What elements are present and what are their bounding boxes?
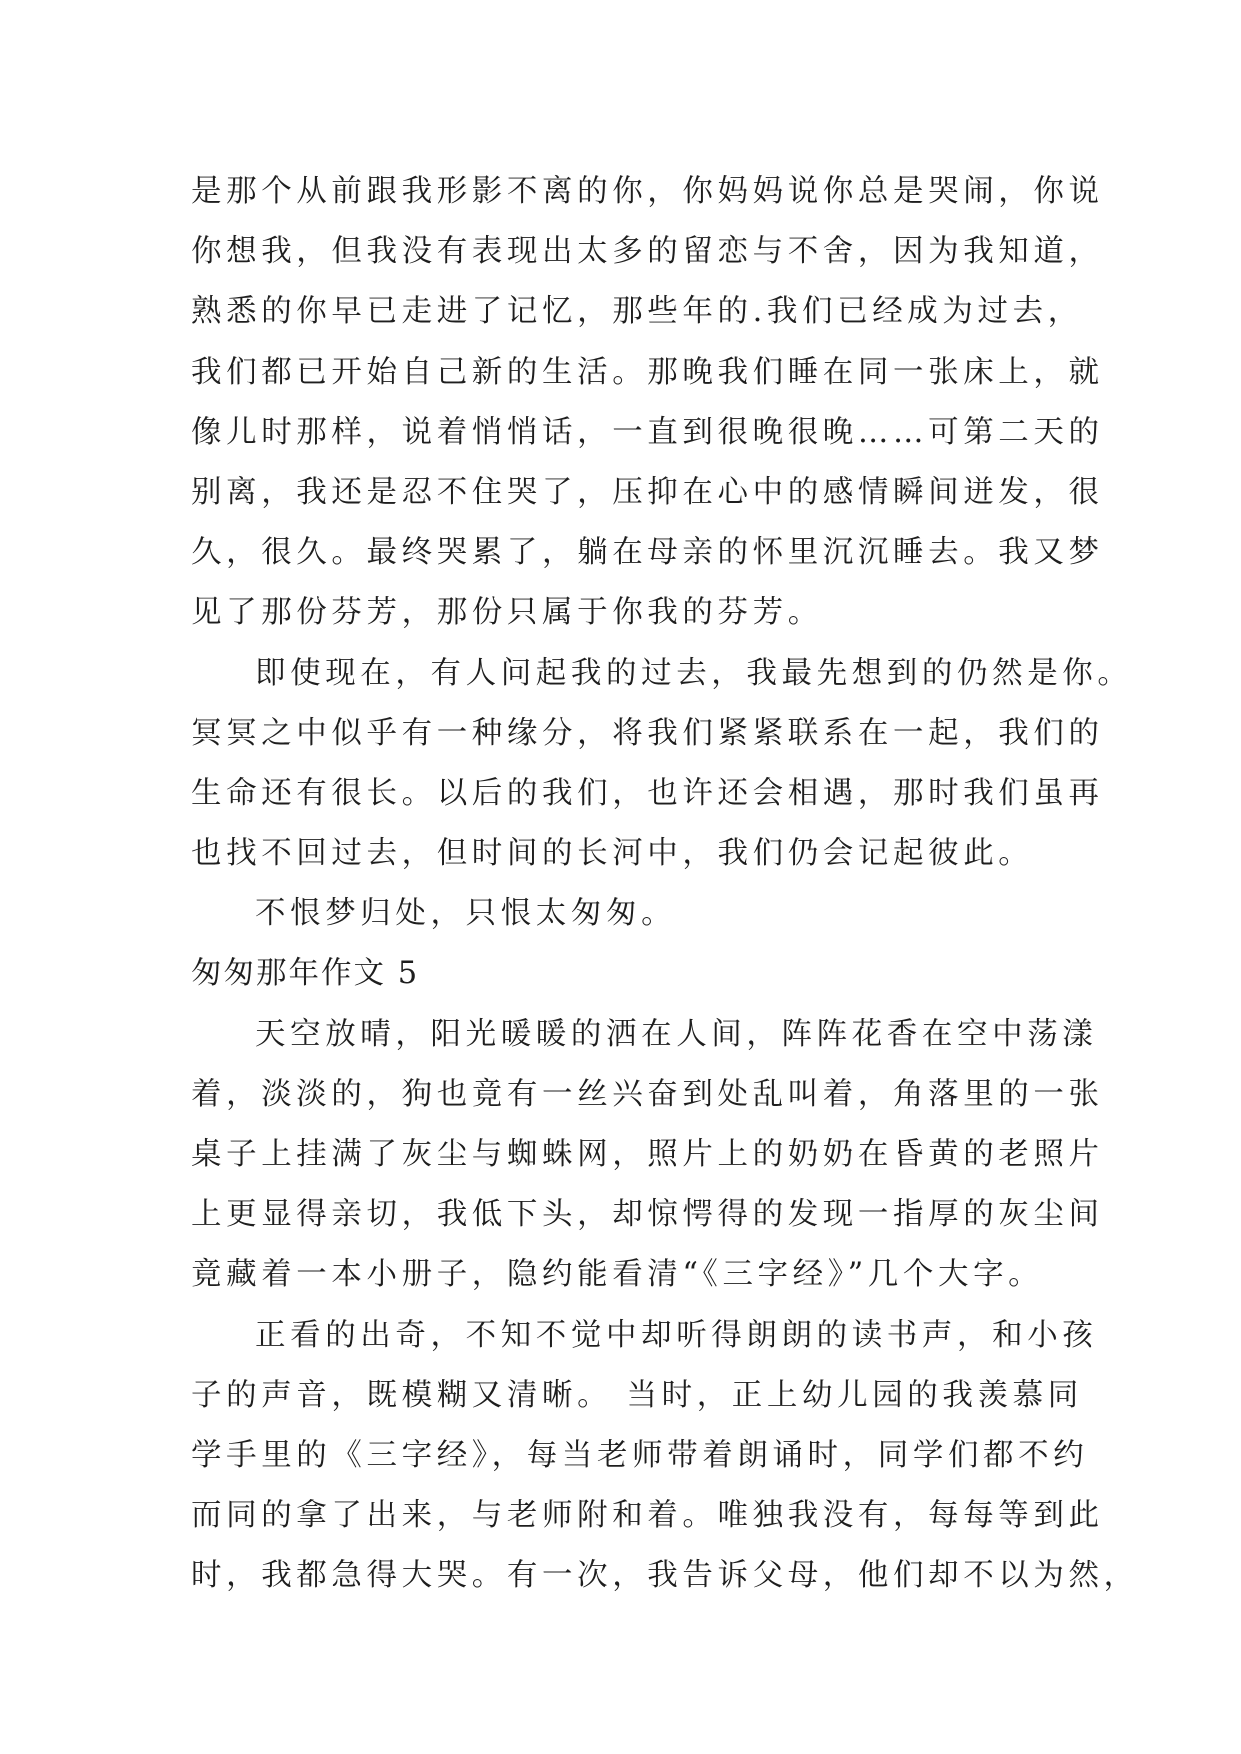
text-line: 子的声音，既模糊又清晰。 当时，正上幼儿园的我羡慕同 — [191, 1377, 1083, 1413]
text-line: 久，很久。最终哭累了，躺在母亲的怀里沉沉睡去。我又梦 — [191, 535, 1104, 571]
paragraph-start-line: 不恨梦归处，只恨太匆匆。 — [255, 896, 677, 932]
text-line: 像儿时那样，说着悄悄话，一直到很晚很晚……可第二天的 — [191, 414, 1104, 450]
paragraph-start-line: 即使现在，有人问起我的过去，我最先想到的仍然是你。 — [255, 655, 1133, 691]
essay-text — [191, 162, 1139, 1607]
paragraph-start-line: 天空放晴，阳光暖暖的洒在人间，阵阵花香在空中荡漾 — [255, 1016, 1098, 1052]
text-line: 桌子上挂满了灰尘与蜘蛛网，照片上的奶奶在昏黄的老照片 — [191, 1137, 1104, 1172]
text-line: 着，淡淡的，狗也竟有一丝兴奋到处乱叫着，角落里的一张 — [191, 1076, 1104, 1112]
text-line: 学手里的《三字经》，每当老师带着朗诵时，同学们都不约 — [191, 1437, 1089, 1473]
text-line: 竟藏着一本小册子，隐约能看清“《三字经》”几个大字。 — [191, 1257, 1044, 1293]
paragraph-start-line: 正看的出奇，不知不觉中却听得朗朗的读书声，和小孩 — [255, 1317, 1098, 1353]
text-line: 别离，我还是忍不住哭了，压抑在心中的感情瞬间迸发，很 — [191, 474, 1104, 510]
text-line: 生命还有很长。以后的我们，也许还会相遇，那时我们虽再 — [191, 775, 1104, 811]
text-line: 你想我，但我没有表现出太多的留恋与不舍，因为我知道， — [191, 234, 1104, 270]
section-heading: 匆匆那年作文 5 — [191, 956, 420, 992]
text-line: 上更显得亲切，我低下头，却惊愕得的发现一指厚的灰尘间 — [191, 1197, 1104, 1233]
text-line: 见了那份芬芳，那份只属于你我的芬芳。 — [191, 595, 823, 631]
text-line: 冥冥之中似乎有一种缘分，将我们紧紧联系在一起，我们的 — [191, 715, 1104, 751]
text-line: 熟悉的你早已走进了记忆，那些年的.我们已经成为过去， — [191, 294, 1083, 330]
text-line: 而同的拿了出来，与老师附和着。唯独我没有，每每等到此 — [191, 1498, 1104, 1534]
text-line: 时，我都急得大哭。有一次，我告诉父母，他们却不以为然， — [191, 1558, 1139, 1594]
text-line: 是那个从前跟我形影不离的你，你妈妈说你总是哭闹，你说 — [191, 174, 1104, 209]
text-line: 也找不回过去，但时间的长河中，我们仍会记起彼此。 — [191, 836, 1034, 872]
text-line: 我们都已开始自己新的生活。那晚我们睡在同一张床上，就 — [191, 354, 1104, 390]
